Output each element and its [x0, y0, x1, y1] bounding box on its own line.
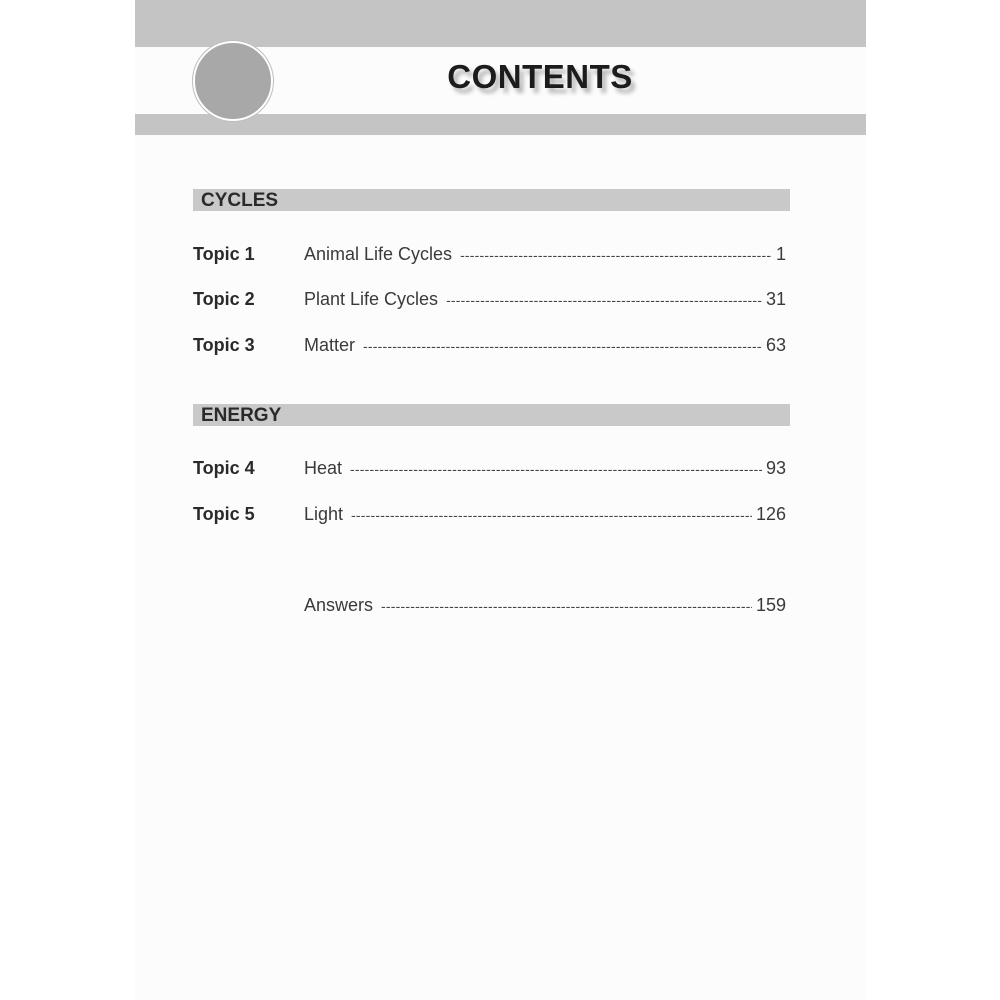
toc-entry: [304, 335, 786, 356]
toc-entry: [304, 244, 786, 265]
entry-name: Light: [304, 504, 344, 524]
toc-row[interactable]: [193, 504, 786, 528]
topic-number: Topic 3: [193, 335, 255, 355]
toc-entry: [304, 504, 786, 525]
page-number: 1: [775, 244, 786, 264]
dot-leader: [351, 507, 752, 523]
page-number: 159: [755, 595, 786, 615]
dot-leader: [446, 292, 762, 308]
page-number: 126: [755, 504, 786, 524]
page: [135, 0, 866, 1000]
topic-number: Topic 5: [193, 504, 255, 524]
page-number: 31: [765, 289, 786, 309]
section-header-energy: [193, 404, 790, 426]
section-header-cycles: [193, 189, 790, 211]
entry-name: Plant Life Cycles: [304, 289, 439, 309]
topic-number: Topic 2: [193, 289, 255, 309]
toc-entry: [304, 595, 786, 616]
dot-leader: [350, 461, 762, 477]
toc-entry: [304, 458, 786, 479]
section-label: ENERGY: [201, 405, 282, 426]
entry-name: Matter: [304, 335, 356, 355]
toc-row[interactable]: [193, 244, 786, 268]
dot-leader: [363, 338, 762, 354]
toc-row[interactable]: [193, 289, 786, 313]
dot-leader: [381, 598, 752, 614]
dot-leader: [460, 247, 772, 263]
section-label: CYCLES: [201, 190, 279, 211]
topic-number: Topic 1: [193, 244, 255, 264]
header-circle-decoration: [193, 41, 273, 121]
entry-name: Heat: [304, 458, 343, 478]
header-top-band: [135, 0, 866, 47]
page-number: 93: [765, 458, 786, 478]
toc-row[interactable]: [193, 458, 786, 482]
page-number: 63: [765, 335, 786, 355]
toc-entry: [304, 289, 786, 310]
entry-name: Animal Life Cycles: [304, 244, 453, 264]
toc-row-answers[interactable]: [193, 595, 786, 619]
topic-number: Topic 4: [193, 458, 255, 478]
entry-name: Answers: [304, 595, 374, 615]
page-title: CONTENTS: [447, 58, 633, 95]
toc-row[interactable]: [193, 335, 786, 359]
